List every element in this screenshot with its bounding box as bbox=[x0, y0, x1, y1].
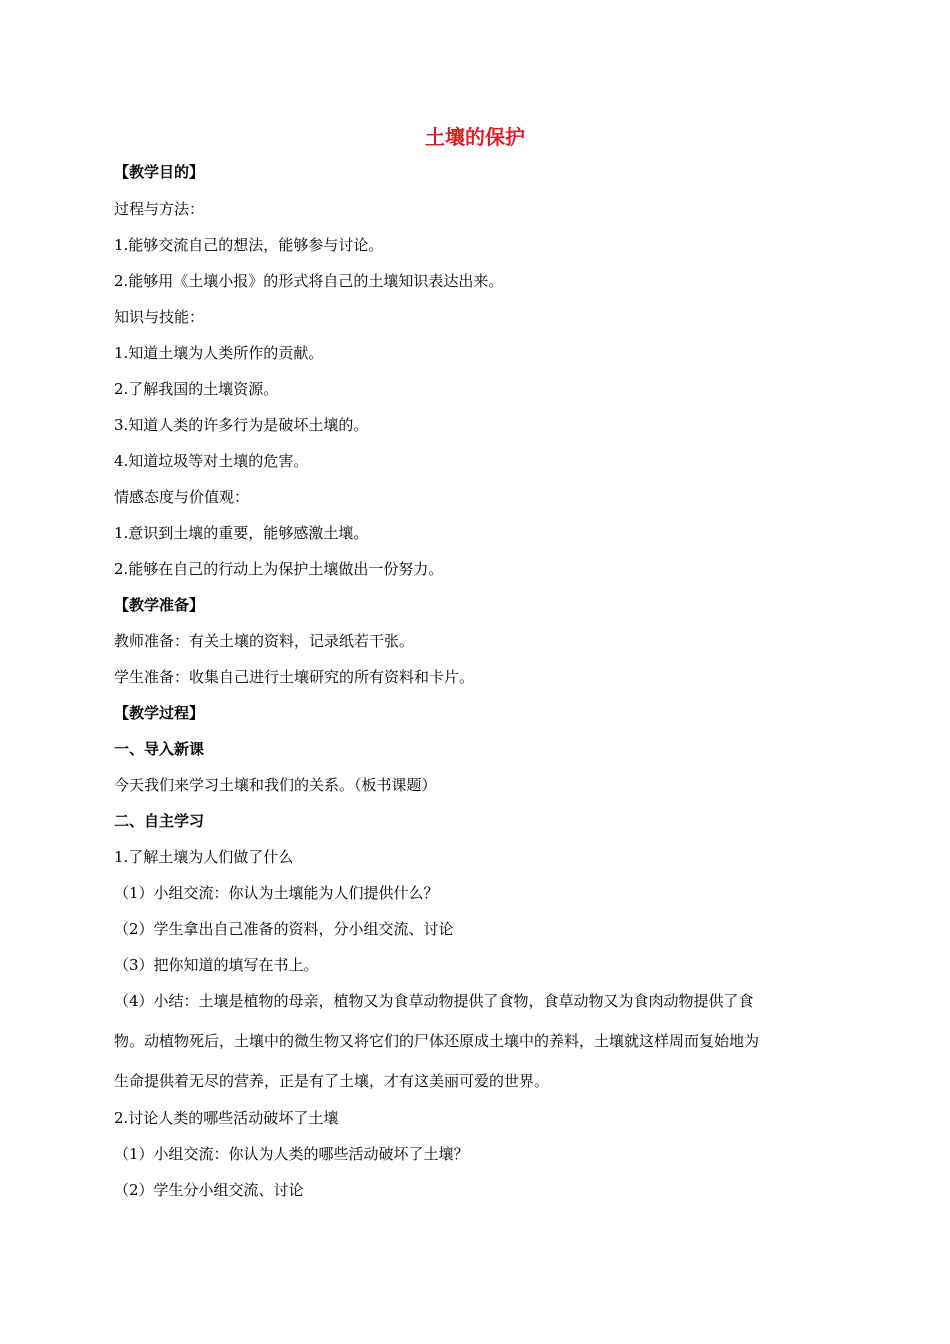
paragraph-line: （1）小组交流：你认为人类的哪些活动破坏了土壤？ bbox=[114, 1145, 469, 1163]
paragraph-line: 2.能够在自己的行动上为保护土壤做出一份努力。 bbox=[114, 560, 444, 578]
paragraph-line: 1.知道土壤为人类所作的贡献。 bbox=[114, 344, 324, 362]
section-heading-process: 【教学过程】 bbox=[114, 704, 205, 722]
section-heading-objectives: 【教学目的】 bbox=[114, 163, 205, 181]
subsection-heading-self-study: 二、自主学习 bbox=[114, 812, 205, 830]
paragraph-line: 教师准备：有关土壤的资料，记录纸若干张。 bbox=[114, 632, 415, 650]
paragraph-line: （1）小组交流：你认为土壤能为人们提供什么？ bbox=[114, 884, 439, 902]
subheading-attitude-values: 情感态度与价值观： bbox=[114, 488, 250, 506]
paragraph-line: 3.知道人类的许多行为是破坏土壤的。 bbox=[114, 416, 369, 434]
paragraph-line: 1.了解土壤为人们做了什么 bbox=[114, 848, 294, 866]
paragraph-line: 学生准备：收集自己进行土壤研究的所有资料和卡片。 bbox=[114, 668, 475, 686]
subheading-process-method: 过程与方法： bbox=[114, 200, 205, 218]
subheading-knowledge-skills: 知识与技能： bbox=[114, 308, 205, 326]
subsection-heading-intro: 一、导入新课 bbox=[114, 740, 205, 758]
section-heading-preparation: 【教学准备】 bbox=[114, 596, 205, 614]
paragraph-line: 物。动植物死后，土壤中的微生物又将它们的尸体还原成土壤中的养料，土壤就这样周而复始地为 bbox=[114, 1032, 760, 1050]
paragraph-line: 2.讨论人类的哪些活动破坏了土壤 bbox=[114, 1109, 339, 1127]
paragraph-line: 1.能够交流自己的想法，能够参与讨论。 bbox=[114, 236, 384, 254]
paragraph-line: 生命提供着无尽的营养，正是有了土壤，才有这美丽可爱的世界。 bbox=[114, 1072, 550, 1090]
paragraph-line: 4.知道垃圾等对土壤的危害。 bbox=[114, 452, 309, 470]
paragraph-line: 1.意识到土壤的重要，能够感激土壤。 bbox=[114, 524, 369, 542]
document-title: 土壤的保护 bbox=[425, 125, 525, 149]
paragraph-line: （4）小结：土壤是植物的母亲，植物又为食草动物提供了食物，食草动物又为食肉动物提供了食 bbox=[114, 992, 754, 1010]
paragraph-line: 今天我们来学习土壤和我们的关系。（板书课题） bbox=[114, 776, 437, 794]
paragraph-line: 2.了解我国的土壤资源。 bbox=[114, 380, 279, 398]
paragraph-line: （3）把你知道的填写在书上。 bbox=[114, 956, 319, 974]
paragraph-line: （2）学生分小组交流、讨论 bbox=[114, 1181, 304, 1199]
paragraph-line: 2.能够用《土壤小报》的形式将自己的土壤知识表达出来。 bbox=[114, 272, 504, 290]
paragraph-line: （2）学生拿出自己准备的资料，分小组交流、讨论 bbox=[114, 920, 454, 938]
